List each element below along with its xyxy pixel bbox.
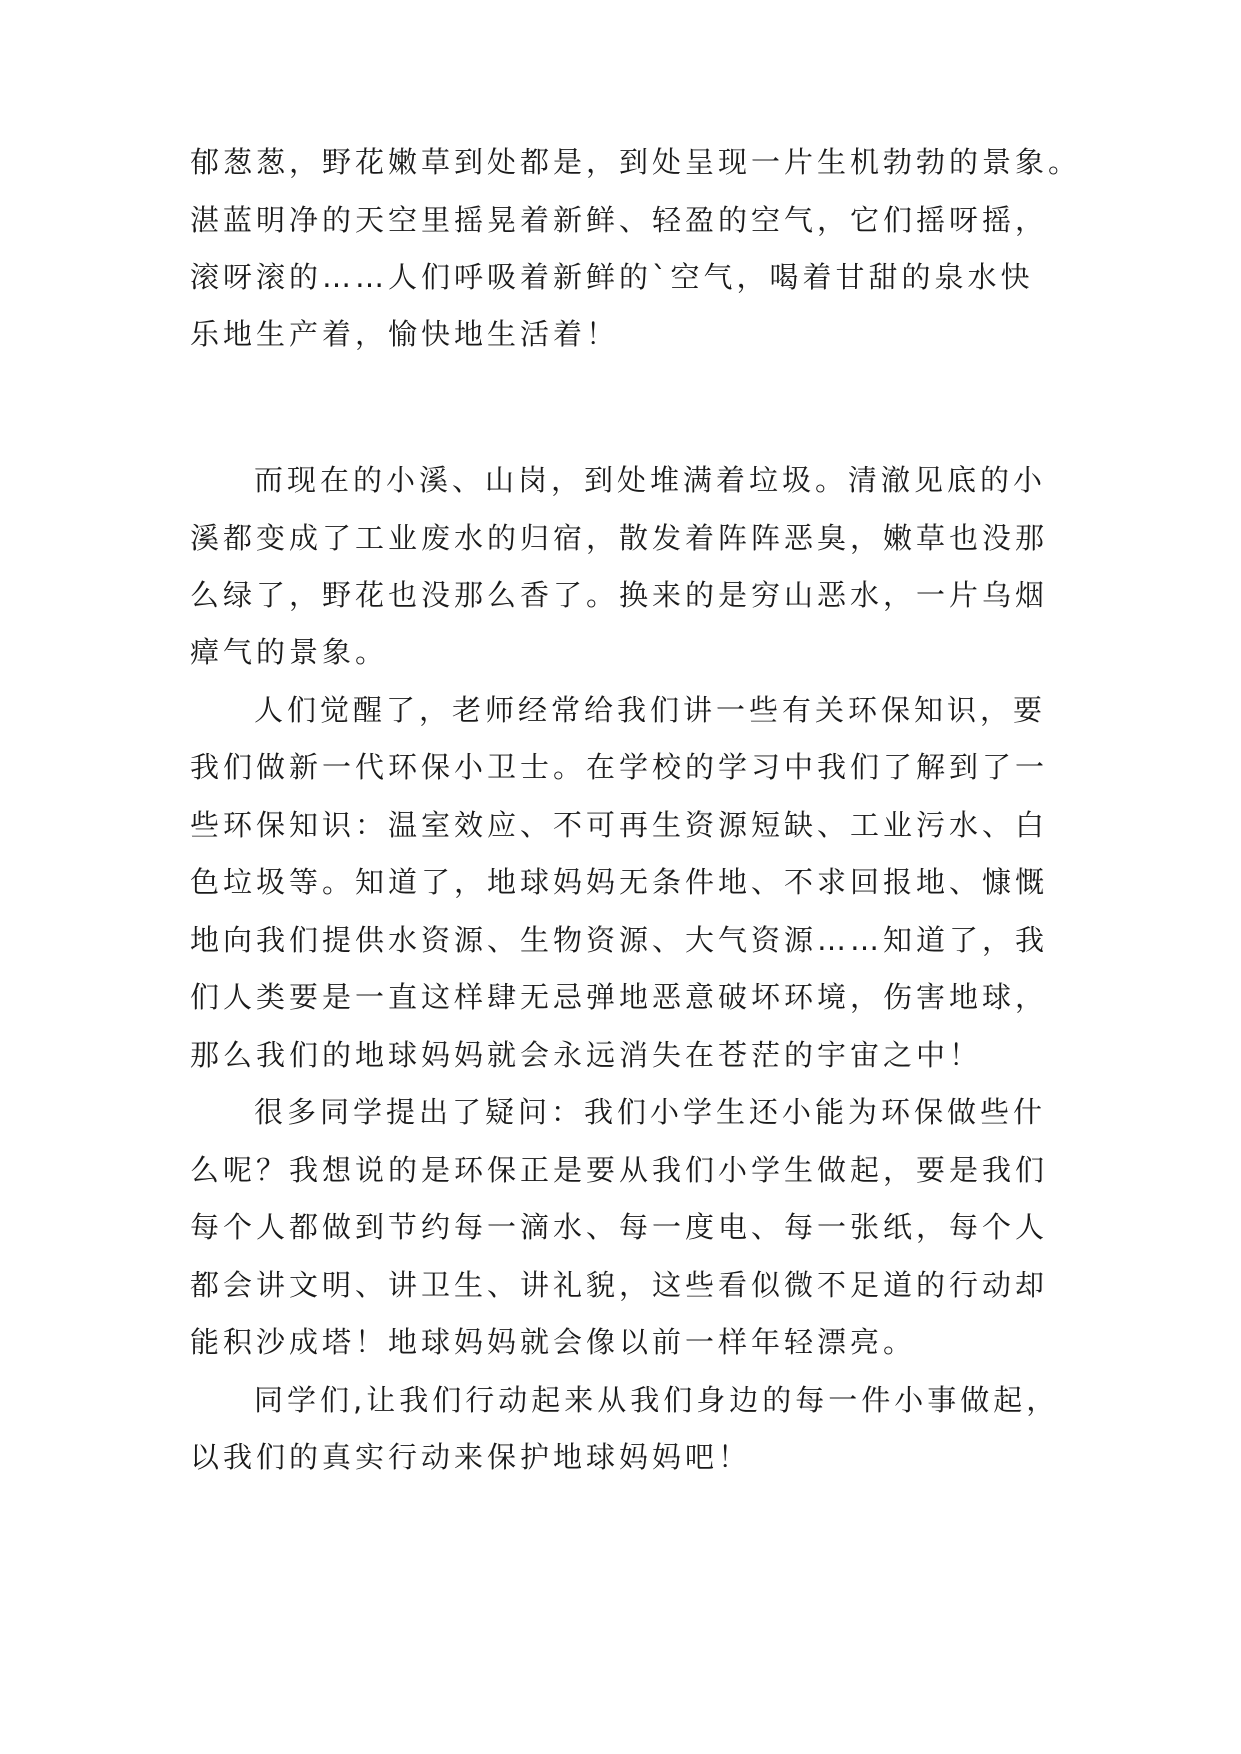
text-line: 郁葱葱，野花嫩草到处都是，到处呈现一片生机勃勃的景象。 <box>190 145 1082 179</box>
text-line: 都会讲文明、讲卫生、讲礼貌，这些看似微不足道的行动却 <box>190 1268 1049 1302</box>
text-line: 些环保知识：温室效应、不可再生资源短缺、工业污水、白 <box>190 808 1049 842</box>
text-line: 地向我们提供水资源、生物资源、大气资源……知道了，我 <box>190 923 1049 957</box>
text-line: 能积沙成塔！地球妈妈就会像以前一样年轻漂亮。 <box>190 1325 917 1359</box>
text-line: 每个人都做到节约每一滴水、每一度电、每一张纸，每个人 <box>190 1210 1049 1244</box>
text-line: 溪都变成了工业废水的归宿，散发着阵阵恶臭，嫩草也没那 <box>190 521 1049 555</box>
text-line: 们人类要是一直这样肆无忌弹地恶意破坏环境，伤害地球， <box>190 980 1049 1014</box>
text-line: 么呢？我想说的是环保正是要从我们小学生做起，要是我们 <box>190 1153 1049 1187</box>
text-line: 以我们的真实行动来保护地球妈妈吧！ <box>190 1440 752 1474</box>
text-line: 那么我们的地球妈妈就会永远消失在苍茫的宇宙之中！ <box>190 1038 983 1072</box>
text-line: 而现在的小溪、山岗，到处堆满着垃圾。清澈见底的小 <box>254 463 1047 497</box>
text-line: 同学们,让我们行动起来从我们身边的每一件小事做起， <box>254 1383 1060 1417</box>
text-line: 人们觉醒了，老师经常给我们讲一些有关环保知识，要 <box>254 693 1047 727</box>
text-line: 乐地生产着，愉快地生活着！ <box>190 317 620 351</box>
text-line: 么绿了，野花也没那么香了。换来的是穷山恶水，一片乌烟 <box>190 578 1049 612</box>
text-line: 我们做新一代环保小卫士。在学校的学习中我们了解到了一 <box>190 750 1049 784</box>
text-line: 滚呀滚的……人们呼吸着新鲜的`空气，喝着甘甜的泉水快 <box>190 260 1034 294</box>
text-line: 瘴气的景象。 <box>190 635 389 669</box>
text-line: 色垃圾等。知道了，地球妈妈无条件地、不求回报地、慷慨 <box>190 865 1049 899</box>
text-line: 很多同学提出了疑问：我们小学生还小能为环保做些什 <box>254 1095 1047 1129</box>
text-line: 湛蓝明净的天空里摇晃着新鲜、轻盈的空气，它们摇呀摇， <box>190 203 1049 237</box>
